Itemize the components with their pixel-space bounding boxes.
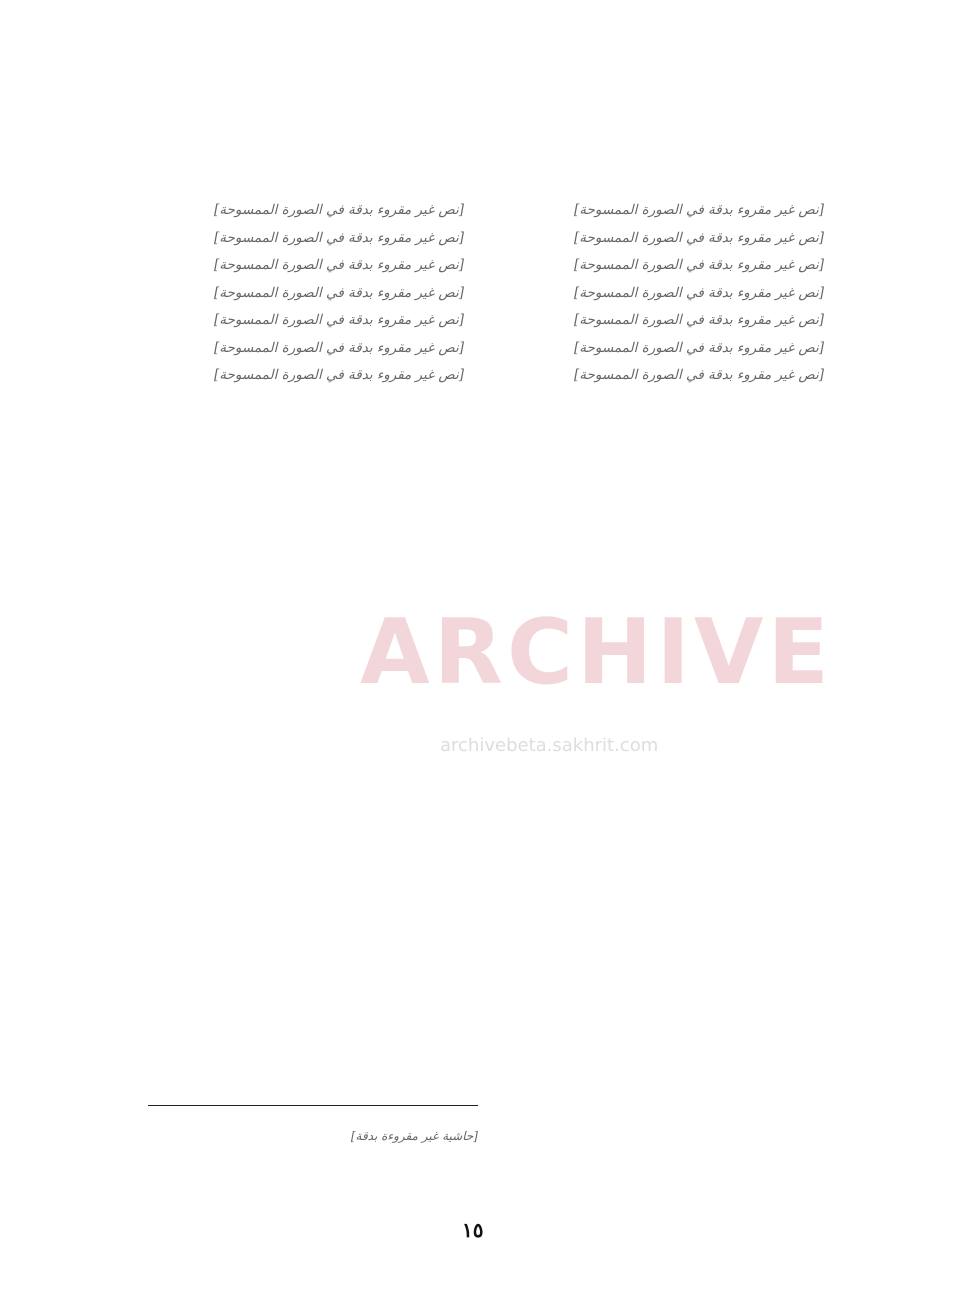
paragraph: [نص غير مقروء بدقة في الصورة الممسوحة] xyxy=(214,339,464,356)
left-column xyxy=(148,200,478,393)
watermark-logo: ARCHIVE xyxy=(360,600,833,705)
paragraph: [نص غير مقروء بدقة في الصورة الممسوحة] xyxy=(574,257,824,273)
paragraph: [نص غير مقروء بدقة في الصورة الممسوحة] xyxy=(574,339,824,356)
paragraph: [نص غير مقروء بدقة في الصورة الممسوحة] xyxy=(214,367,464,383)
paragraph: [نص غير مقروء بدقة في الصورة الممسوحة] xyxy=(574,229,824,246)
document-page xyxy=(148,200,838,1180)
paragraph: [نص غير مقروء بدقة في الصورة الممسوحة] xyxy=(574,367,824,383)
paragraph: [نص غير مقروء بدقة في الصورة الممسوحة] xyxy=(214,284,464,301)
paragraph: [نص غير مقروء بدقة في الصورة الممسوحة] xyxy=(574,312,824,328)
page-number: ١٥ xyxy=(462,1218,484,1242)
footnote: [حاشية غير مقروءة بدقة] xyxy=(350,1129,478,1143)
paragraph: [نص غير مقروء بدقة في الصورة الممسوحة] xyxy=(214,202,464,218)
paragraph: [نص غير مقروء بدقة في الصورة الممسوحة] xyxy=(574,284,824,301)
paragraph: [نص غير مقروء بدقة في الصورة الممسوحة] xyxy=(574,202,824,218)
paragraph: [نص غير مقروء بدقة في الصورة الممسوحة] xyxy=(214,229,464,246)
paragraph: [نص غير مقروء بدقة في الصورة الممسوحة] xyxy=(214,312,464,328)
watermark-url: archivebeta.sakhrit.com xyxy=(440,735,659,756)
right-column xyxy=(508,200,838,393)
footnote-divider xyxy=(148,1105,478,1106)
paragraph: [نص غير مقروء بدقة في الصورة الممسوحة] xyxy=(214,257,464,273)
